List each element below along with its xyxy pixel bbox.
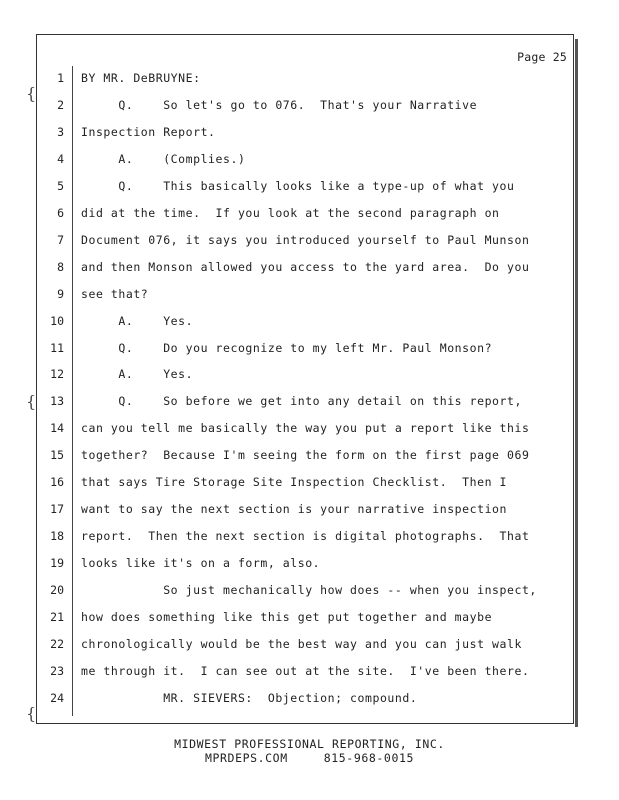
transcript-line [0, 634, 619, 654]
line-number: 9 [57, 286, 64, 301]
footer-company: MIDWEST PROFESSIONAL REPORTING, INC. [174, 737, 445, 751]
line-number: 24 [50, 690, 64, 705]
line-number: 21 [50, 610, 64, 624]
transcript-line [0, 95, 619, 115]
line-text: did at the time. If you look at the second paragraph on [81, 205, 500, 220]
footer-contact [0, 751, 619, 765]
line-number: 3 [57, 124, 64, 139]
line-text: want to say the next section is your narrative inspection [81, 502, 507, 517]
transcript-line [0, 580, 619, 600]
line-number: 10 [50, 313, 64, 328]
transcript-line [0, 203, 619, 223]
line-number: 16 [50, 475, 64, 490]
transcript-line [0, 688, 619, 708]
line-number: 13 [50, 394, 64, 409]
transcript-line [0, 607, 619, 627]
line-text: Q. So let's go to 076. That's your Narrative [81, 98, 478, 112]
line-text: together? Because I'm seeing the form on the first page 069 [81, 448, 530, 463]
transcript-line [0, 526, 619, 546]
line-number: 18 [50, 529, 64, 544]
line-text: Q. So before we get into any detail on this report, [81, 394, 522, 409]
line-text: how does something like this get put together and maybe [81, 610, 493, 624]
line-text: Document 076, it says you introduced yourself to Paul Munson [81, 232, 530, 247]
line-number: 7 [57, 232, 64, 247]
line-number: 11 [50, 340, 64, 355]
line-number: 15 [50, 448, 64, 463]
line-number: 20 [50, 583, 64, 597]
line-number: 4 [57, 151, 64, 166]
transcript-line [0, 445, 619, 465]
transcript-line [0, 122, 619, 142]
transcript-line [0, 176, 619, 196]
binding-brace-icon: { [26, 704, 37, 723]
line-text: report. Then the next section is digital photographs. That [81, 529, 530, 544]
line-number: 2 [57, 98, 64, 112]
transcript-line [0, 364, 619, 384]
transcript-line [0, 472, 619, 492]
line-number: 8 [57, 259, 64, 274]
line-number: 5 [57, 178, 64, 193]
line-text: So just mechanically how does -- when you inspect, [81, 583, 537, 597]
line-number: 23 [50, 663, 64, 678]
line-number: 22 [50, 636, 64, 651]
line-text: BY MR. DeBRUYNE: [81, 71, 201, 85]
footer-website: MPRDEPS.COM [204, 751, 288, 765]
transcript-line [0, 391, 619, 411]
transcript-line [0, 418, 619, 438]
line-text: chronologically would be the best way and you can just walk [81, 636, 522, 651]
transcript-line [0, 661, 619, 681]
transcript-line [0, 311, 619, 331]
transcript-line [0, 149, 619, 169]
binding-brace-icon: { [26, 392, 37, 411]
line-number: 17 [50, 502, 64, 517]
line-text: that says Tire Storage Site Inspection Checklist. Then I [81, 475, 507, 490]
transcript-line [0, 257, 619, 277]
line-number: 14 [50, 421, 64, 436]
line-number: 12 [50, 367, 64, 382]
binding-brace-icon: { [26, 84, 37, 103]
line-text: A. (Complies.) [81, 151, 246, 166]
line-text: Q. This basically looks like a type-up of what you [81, 178, 515, 193]
line-text: MR. SIEVERS: Objection; compound. [81, 690, 418, 705]
line-text: A. Yes. [81, 313, 194, 328]
line-number: 19 [50, 556, 64, 571]
line-text: can you tell me basically the way you put a report like this [81, 421, 530, 436]
transcript-line [0, 553, 619, 573]
line-text: Q. Do you recognize to my left Mr. Paul Monson? [81, 340, 493, 355]
transcript-line [0, 230, 619, 250]
transcript-line [0, 499, 619, 519]
page-number: Page 25 [517, 50, 567, 64]
line-text: A. Yes. [81, 367, 194, 382]
line-number: 6 [57, 205, 64, 220]
transcript-line [0, 338, 619, 358]
line-text: and then Monson allowed you access to the yard area. Do you [81, 259, 530, 274]
line-text: looks like it's on a form, also. [81, 556, 321, 571]
line-text: see that? [81, 286, 149, 301]
line-text: Inspection Report. [81, 124, 216, 139]
footer-phone: 815-968-0015 [323, 751, 415, 765]
line-text: me through it. I can see out at the site. I've been there. [81, 663, 530, 678]
line-number: 1 [57, 71, 64, 85]
transcript-line [0, 68, 619, 88]
transcript-line [0, 284, 619, 304]
